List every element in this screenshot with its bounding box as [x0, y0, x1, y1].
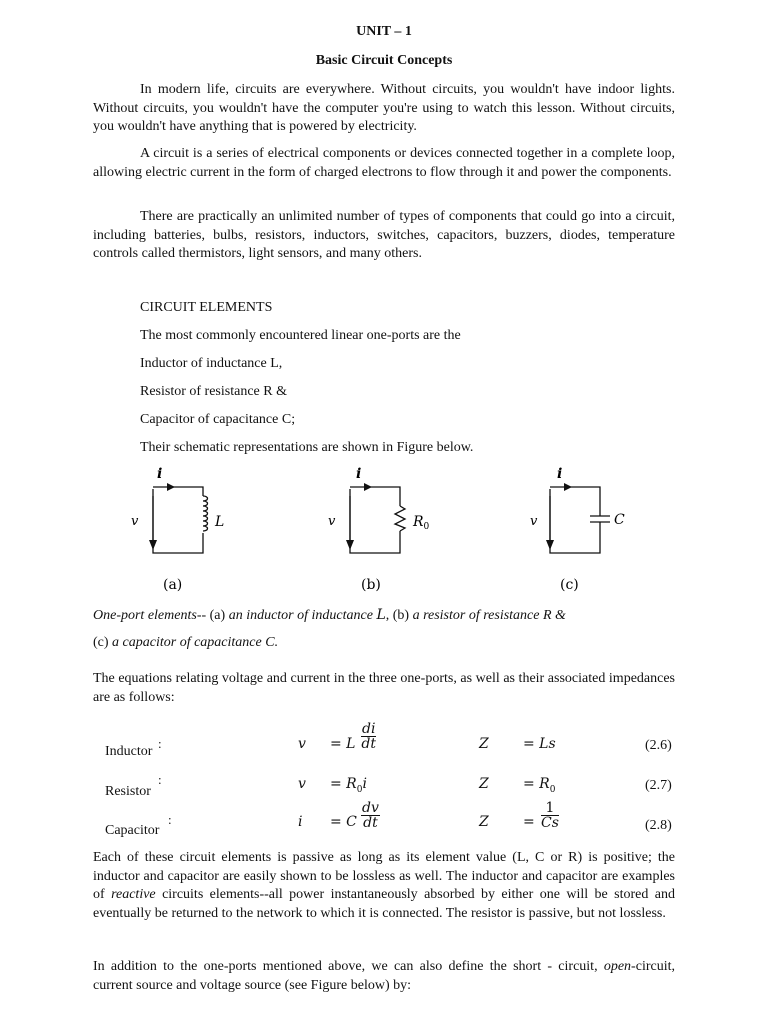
figure-caption-line-1: One-port elements-- (a) an inductor of inductance L, (b) a resistor of resistance R &: [93, 607, 566, 623]
equation-fraction: $\frac{di}{dt}$: [361, 721, 377, 752]
intro-paragraph-2: A circuit is a series of electrical components or devices connected together in a complete loop, allowing electric current in the form of charged electrons to flow through it and power the components.: [93, 146, 675, 180]
page-title: Basic Circuit Concepts: [315, 53, 453, 68]
impedance-symbol: Z: [479, 776, 489, 792]
equation-label: Capacitor: [105, 823, 160, 838]
equation-number: (2.7): [645, 778, 672, 793]
current-label-c: i: [557, 466, 563, 482]
voltage-label-b: v: [328, 514, 336, 529]
voltage-label-a: v: [131, 514, 139, 529]
capacitor-label: C: [614, 512, 625, 528]
capacitor-circuit: [550, 487, 610, 553]
equation-label: Resistor: [105, 784, 151, 799]
panel-label-a: (a): [163, 577, 183, 593]
impedance-symbol: Z: [479, 814, 489, 830]
addition-paragraph: In addition to the one-ports mentioned above, we can also define the short - circuit, open-circuit, current source and voltage source (see Figure below) by:: [93, 959, 675, 993]
equation-label: Inductor: [105, 744, 153, 759]
resistor-circuit: [350, 487, 405, 553]
equation-lhs: i: [298, 814, 303, 830]
one-port-figure: [123, 464, 653, 599]
passive-paragraph: Each of these circuit elements is passive as long as its element value (L, C or R) is positive; the inductor and capacitor are easily shown to be lossless as well. The inductor and capacitor are examples of reactive circuits elements--all power instantaneously absorbed by either one will be stored and eventually be returned to the network to which it is connected. The resistor is passive, but not lossless.: [93, 850, 675, 921]
equation-fraction: $\frac{dv}{dt}$: [362, 800, 379, 831]
impedance-rhs: = $R_0$: [523, 776, 556, 795]
impedance-equals: =: [523, 814, 535, 830]
impedance-rhs: = Ls: [523, 736, 556, 752]
equation-number: (2.8): [645, 818, 672, 833]
circuit-elements-heading: CIRCUIT ELEMENTS: [140, 300, 273, 315]
voltage-arrow-icon: [346, 540, 354, 550]
elements-line-2: Inductor of inductance L,: [140, 356, 283, 371]
figure-caption-line-2: (c) a capacitor of capacitance C.: [93, 635, 279, 650]
inductor-circuit: [153, 487, 208, 553]
unit-heading: UNIT – 1: [356, 24, 412, 39]
equation-rhs: = $R_0i$: [330, 776, 367, 795]
equation-lhs: v: [298, 736, 306, 752]
panel-label-c: (c): [560, 577, 579, 593]
voltage-arrow-icon: [546, 540, 554, 550]
equation-rhs: = C: [330, 814, 357, 830]
current-arrow-icon: [167, 483, 175, 491]
current-label-b: i: [356, 466, 362, 482]
equation-lhs: v: [298, 776, 306, 792]
elements-line-4: Capacitor of capacitance C;: [140, 412, 296, 427]
equation-rhs: = L: [330, 736, 356, 752]
equation-number: (2.6): [645, 738, 672, 753]
current-arrow-icon: [564, 483, 572, 491]
impedance-fraction: $\frac{1}{Cs}$: [541, 800, 559, 831]
elements-line-3: Resistor of resistance R &: [140, 384, 287, 399]
resistor-label: $R_0$: [413, 514, 430, 532]
current-arrow-icon: [364, 483, 372, 491]
inductor-label: L: [215, 514, 225, 530]
impedance-symbol: Z: [479, 736, 489, 752]
intro-paragraph-1: In modern life, circuits are everywhere. Without circuits, you wouldn't have indoor lights. Without circuits, you wouldn't have the computer you're using to watch this lesson. Without circuits, you wouldn't have anything that is powered by electricity.: [93, 82, 675, 134]
voltage-label-c: v: [530, 514, 538, 529]
elements-line-1: The most commonly encountered linear one-ports are the: [140, 328, 461, 343]
elements-line-5: Their schematic representations are shown in Figure below.: [140, 440, 474, 455]
voltage-arrow-icon: [149, 540, 157, 550]
equations-intro: The equations relating voltage and current in the three one-ports, as well as their associated impedances are as follows:: [93, 671, 675, 705]
panel-label-b: (b): [361, 577, 381, 593]
intro-paragraph-3: There are practically an unlimited number of types of components that could go into a circuit, including batteries, bulbs, resistors, inductors, switches, capacitors, buzzers, diodes, temperature controls called thermistors, light sensors, and many others.: [93, 209, 675, 261]
current-label-a: i: [157, 466, 163, 482]
